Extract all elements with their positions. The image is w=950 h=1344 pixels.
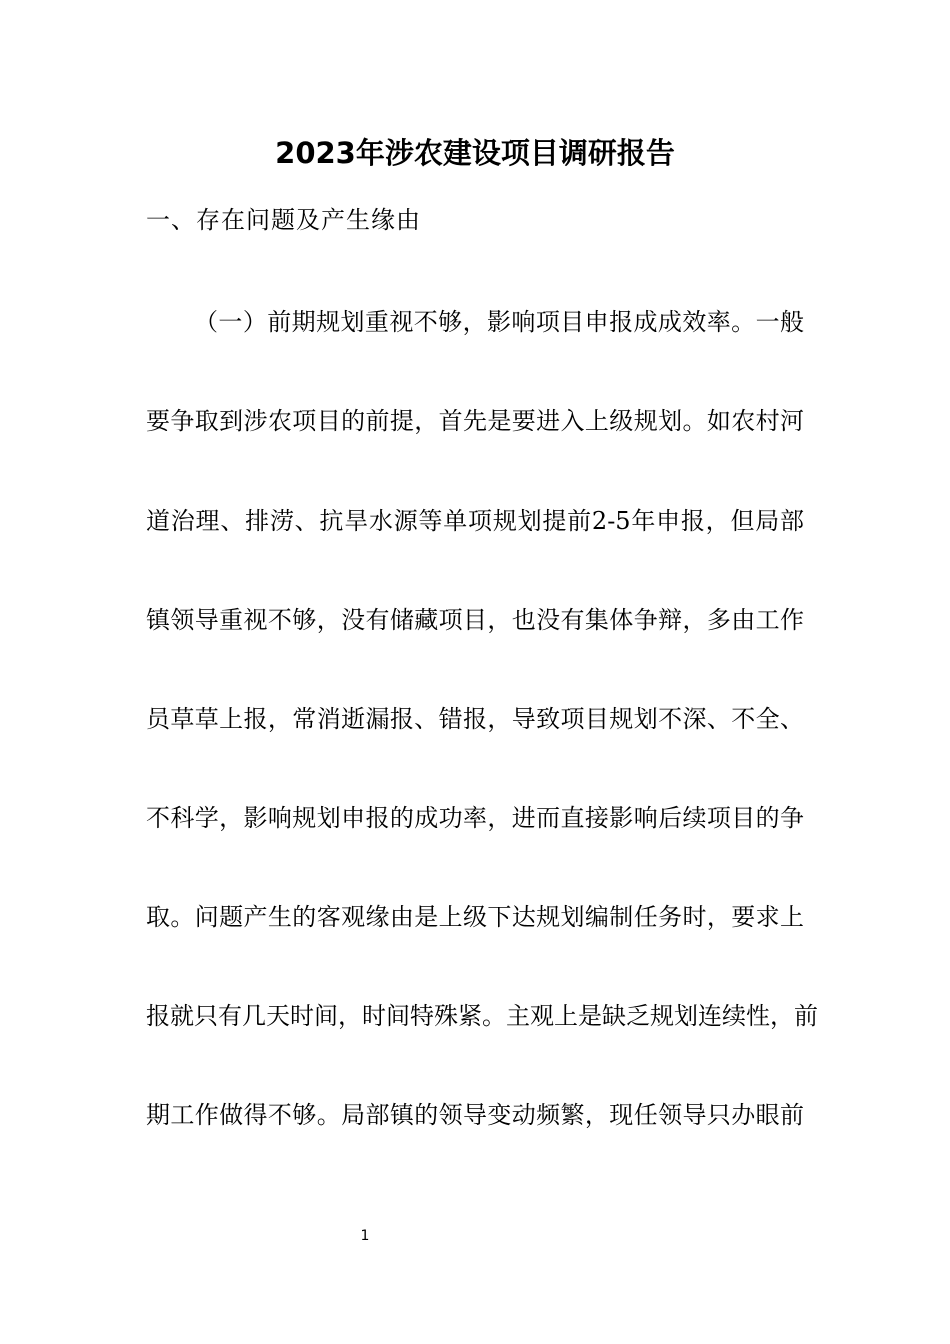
document-title: 2023年涉农建设项目调研报告 (275, 136, 675, 170)
body-line: 要争取到涉农项目的前提，首先是要进入上级规划。如农村河 (146, 407, 804, 435)
body-line: 镇领导重视不够，没有储藏项目，也没有集体争辩，多由工作 (146, 606, 804, 634)
body-line: 取。问题产生的客观缘由是上级下达规划编制任务时，要求上 (146, 903, 804, 931)
body-line: 报就只有几天时间，时间特殊紧。主观上是缺乏规划连续性，前 (146, 1002, 818, 1030)
body-line: （一）前期规划重视不够，影响项目申报成成效率。一般 (194, 308, 804, 336)
page-number: 1 (360, 1228, 370, 1244)
body-line: 不科学，影响规划申报的成功率，进而直接影响后续项目的争 (146, 804, 804, 832)
section-heading: 一、存在问题及产生缘由 (146, 206, 421, 234)
body-line: 员草草上报，常消逝漏报、错报，导致项目规划不深、不全、 (146, 705, 804, 733)
body-line: 期工作做得不够。局部镇的领导变动频繁，现任领导只办眼前 (146, 1101, 804, 1129)
body-line: 道治理、排涝、抗旱水源等单项规划提前2-5年申报，但局部 (146, 507, 804, 535)
